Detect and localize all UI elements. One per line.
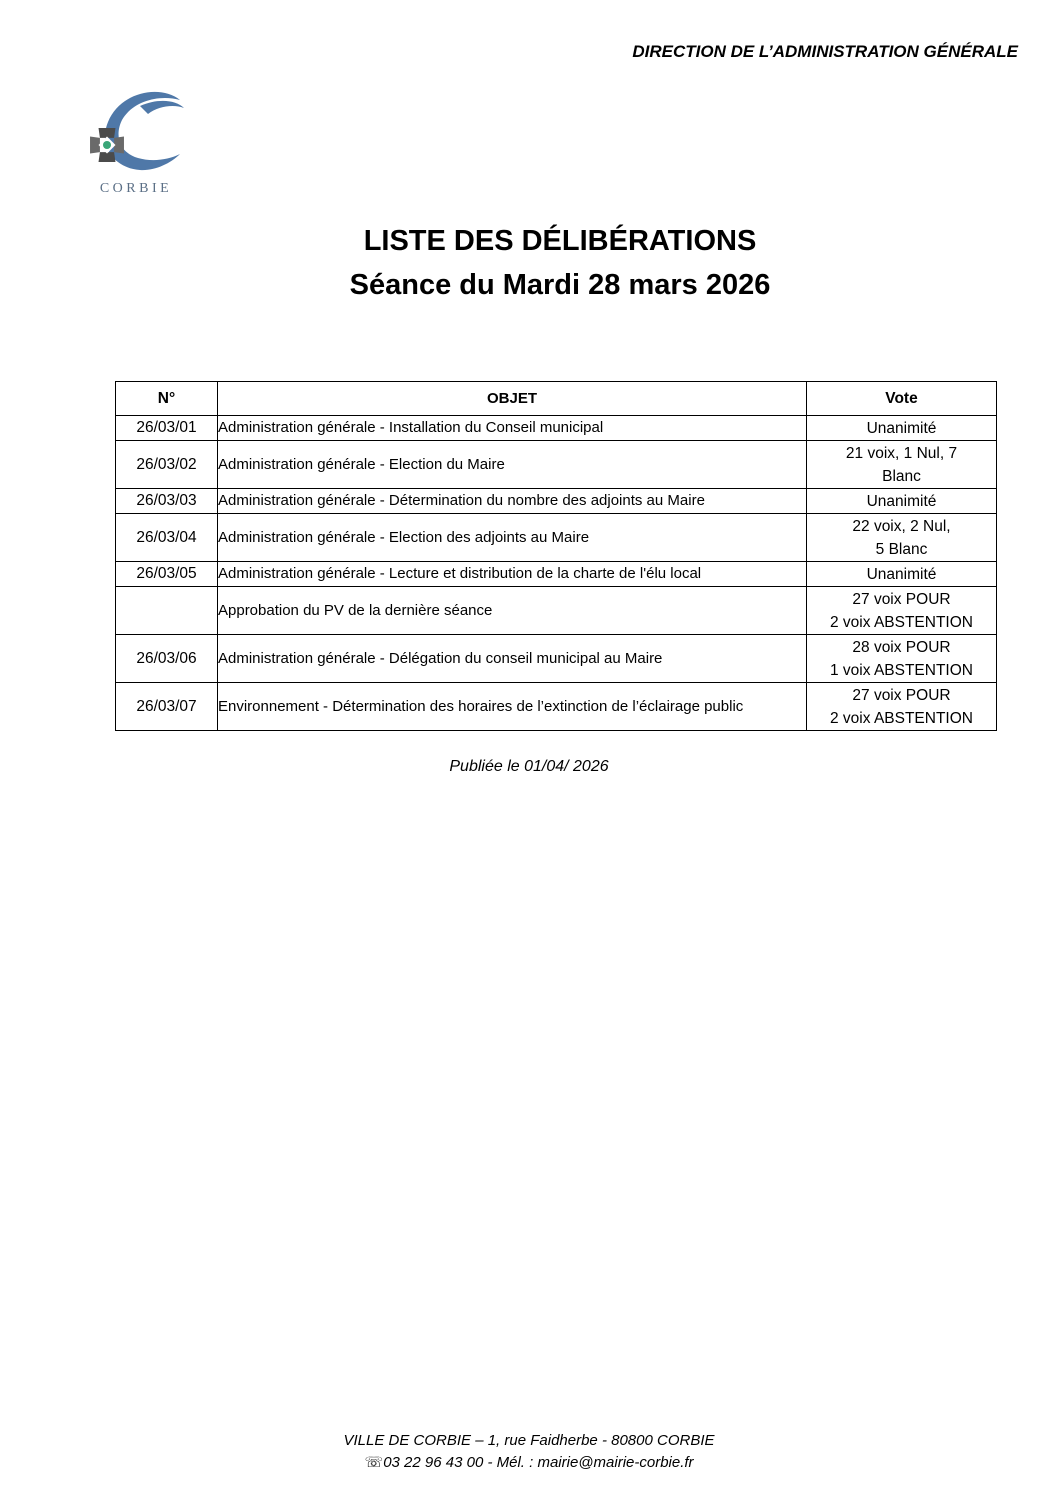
publication-date: Publiée le 01/04/ 2026 [449,758,609,775]
deliberations-table [115,381,997,731]
vote-line: 1 voix ABSTENTION [830,661,973,679]
row-objet: Administration générale - Installation du Conseil municipal [218,416,807,441]
footer [0,1430,1058,1474]
logo-text: CORBIE [99,181,173,196]
row-num: 26/03/02 [116,441,218,489]
row-vote [807,562,997,587]
vote-line: Unanimité [866,565,937,583]
footer-contact: ☏03 22 96 43 00 - Mél. : mairie@mairie-corbie.fr [364,1454,694,1471]
table-header-row [116,382,997,416]
table-row [116,635,997,683]
vote-line: 2 voix ABSTENTION [830,613,973,631]
row-vote [807,416,997,441]
row-num [116,587,218,635]
row-vote [807,514,997,562]
row-vote [807,441,997,489]
vote-line: 27 voix POUR [852,590,951,608]
table-row [116,587,997,635]
table-row [116,416,997,441]
vote-line: 27 voix POUR [852,686,951,704]
row-vote [807,683,997,731]
row-objet: Approbation du PV de la dernière séance [218,587,807,635]
column-header-vote: Vote [807,382,997,416]
row-vote [807,587,997,635]
footer-address: VILLE DE CORBIE – 1, rue Faidherbe - 80800 CORBIE [343,1432,715,1449]
vote-line: 28 voix POUR [852,638,951,656]
row-objet: Environnement - Détermination des horaires de l’extinction de l’éclairage public [218,683,807,731]
session-subtitle: Séance du Mardi 28 mars 2026 [349,269,771,301]
corbie-logo [80,88,190,200]
row-vote [807,489,997,514]
row-objet: Administration générale - Election du Maire [218,441,807,489]
row-objet: Administration générale - Lecture et distribution de la charte de l'élu local [218,562,807,587]
row-vote [807,635,997,683]
row-num: 26/03/05 [116,562,218,587]
vote-line: 22 voix, 2 Nul, [852,517,951,535]
table-row [116,514,997,562]
page-title: LISTE DES DÉLIBÉRATIONS [363,225,757,257]
vote-line: 2 voix ABSTENTION [830,709,973,727]
row-objet: Administration générale - Délégation du conseil municipal au Maire [218,635,807,683]
column-header-num: N° [116,382,218,416]
table-row [116,441,997,489]
table-row [116,562,997,587]
table-row [116,489,997,514]
department-header: DIRECTION DE L’ADMINISTRATION GÉNÉRALE [632,42,1018,61]
vote-line: 21 voix, 1 Nul, 7 [845,444,958,462]
vote-line: Unanimité [866,492,937,510]
row-num: 26/03/03 [116,489,218,514]
row-num: 26/03/06 [116,635,218,683]
row-objet: Administration générale - Détermination du nombre des adjoints au Maire [218,489,807,514]
vote-line: 5 Blanc [875,540,928,558]
corbie-logo-icon [80,88,190,183]
column-header-objet: OBJET [218,382,807,416]
row-num: 26/03/04 [116,514,218,562]
vote-line: Blanc [882,467,921,485]
row-num: 26/03/07 [116,683,218,731]
table-row [116,683,997,731]
vote-line: Unanimité [866,419,937,437]
row-objet: Administration générale - Election des adjoints au Maire [218,514,807,562]
row-num: 26/03/01 [116,416,218,441]
